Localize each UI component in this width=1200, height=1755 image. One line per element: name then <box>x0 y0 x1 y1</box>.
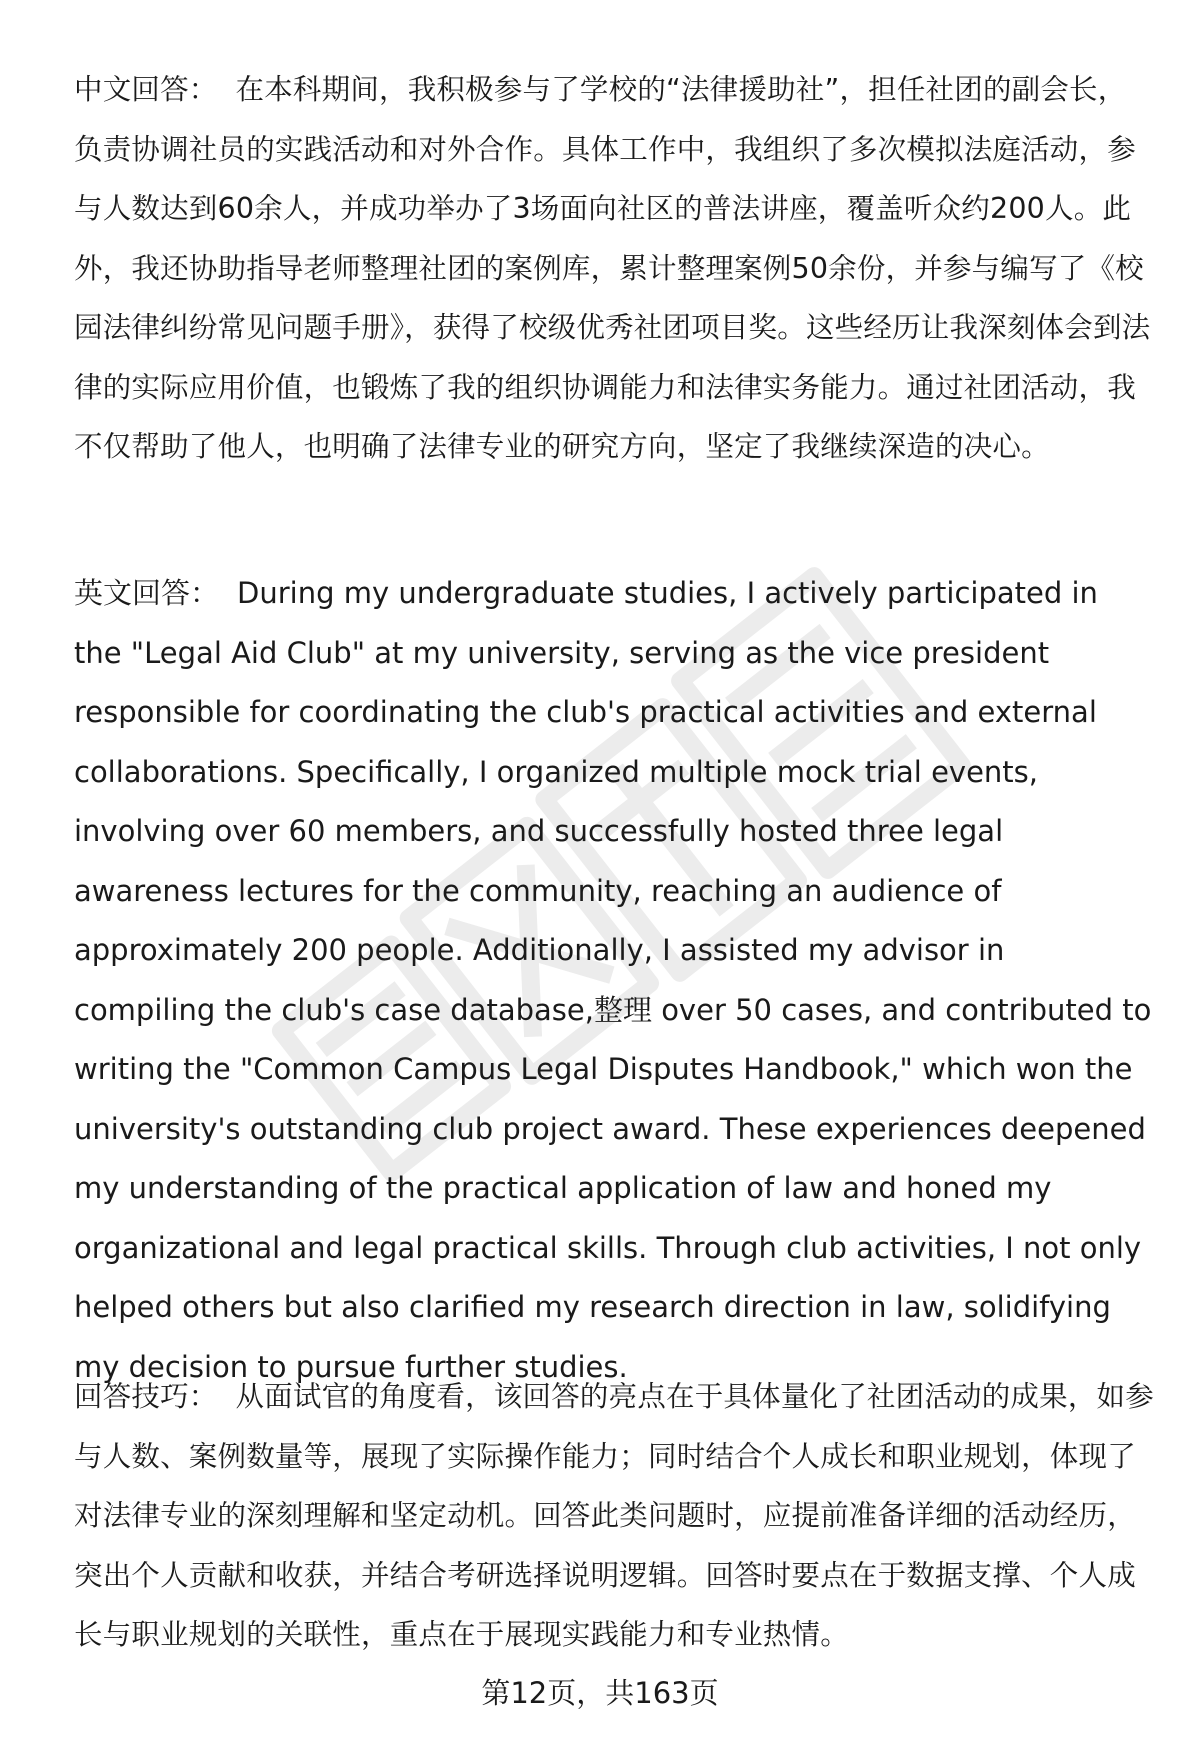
answer-tips-text: 从面试官的角度看，该回答的亮点在于具体量化了社团活动的成果，如参与人数、案例数量等，展现了实际操作能力；同时结合个人成长和职业规划，体现了对法律专业的深刻理解和坚定动机。回答此类问题时，应提前准备详细的活动经历，突出个人贡献和收获，并结合考研选择说明逻辑。回答时要点在于数据支撑、个人成长与职业规划的关联性，重点在于展现实践能力和专业热情。 <box>74 1380 1154 1651</box>
answer-tips-label: 回答技巧： <box>74 1380 218 1413</box>
chinese-answer-label: 中文回答： <box>74 73 218 106</box>
chinese-answer-paragraph <box>74 60 1154 477</box>
english-answer-text: During my undergraduate studies, I actively participated in the "Legal Aid Club" at my university, serving as the vice president responsible for coordinating the club's practical activities and external collaborations. Specifically, I organized multiple mock trial events, involving over 60 members, and successfully hosted three legal awareness lectures for the community, reaching an audience of approximately 200 people. Additionally, I assisted my advisor in compiling the club's case database,整理 over 50 cases, and contributed to writing the "Common Campus Legal Disputes Handbook," which won the university's outstanding club project award. These experiences deepened my understanding of the practical application of law and honed my organizational and legal practical skills. Through club activities, I not only helped others but also clarified my research direction in law, solidifying my decision to pursue further studies. <box>74 576 1152 1384</box>
page-number-footer: 第12页，共163页 <box>481 1676 719 1710</box>
chinese-answer-text: 在本科期间，我积极参与了学校的“法律援助社”，担任社团的副会长，负责协调社员的实践活动和对外合作。具体工作中，我组织了多次模拟法庭活动，参与人数达到60余人，并成功举办了3场面向社区的普法讲座，覆盖听众约200人。此外，我还协助指导老师整理社团的案例库，累计整理案例50余份，并参与编写了《校园法律纠纷常见问题手册》，获得了校级优秀社团项目奖。这些经历让我深刻体会到法律的实际应用价值，也锻炼了我的组织协调能力和法律实务能力。通过社团活动，我不仅帮助了他人，也明确了法律专业的研究方向，坚定了我继续深造的决心。 <box>74 73 1151 463</box>
english-answer-paragraph <box>74 564 1154 1397</box>
english-answer-label: 英文回答： <box>74 576 220 610</box>
answer-tips-paragraph <box>74 1367 1154 1665</box>
